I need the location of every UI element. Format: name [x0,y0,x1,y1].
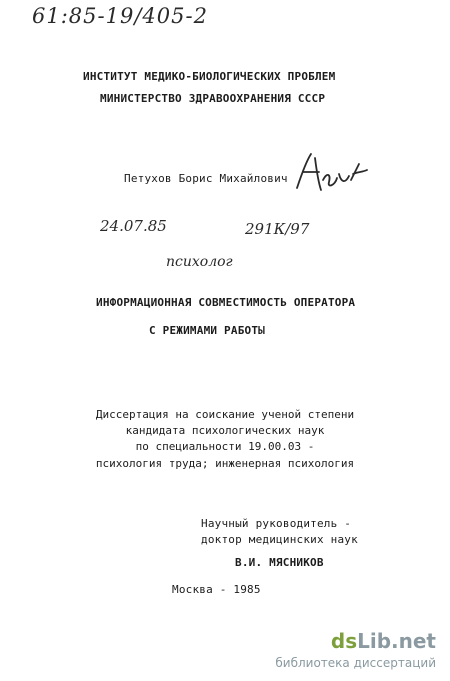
watermark-logo [331,629,436,653]
supervisor-label: Научный руководитель - [201,517,352,530]
institution-line-2: МИНИСТЕРСТВО ЗДРАВООХРАНЕНИЯ СССР [100,92,326,105]
watermark-brand-prefix: ds [330,629,358,653]
supervisor-name: В.И. МЯСНИКОВ [235,556,324,569]
thesis-title-line-2: С РЕЖИМАМИ РАБОТЫ [149,324,265,337]
handwritten-number: 291К/97 [245,220,310,238]
dissertation-line-4: психология труда; инженерная психология [95,457,355,470]
dissertation-line-3: по специальности 19.00.03 - [135,440,315,453]
dissertation-line-1: Диссертация на соискание ученой степени [95,408,355,421]
thesis-title-line-1: ИНФОРМАЦИОННАЯ СОВМЕСТИМОСТЬ ОПЕРАТОРА [96,296,356,309]
place-year: Москва - 1985 [172,583,261,596]
author-name: Петухов Борис Михайлович [124,172,288,185]
handwritten-word: психолог [166,254,233,270]
institution-line-1: ИНСТИТУТ МЕДИКО-БИОЛОГИЧЕСКИХ ПРОБЛЕМ [83,70,336,83]
supervisor-degree: доктор медицинских наук [201,533,358,546]
handwritten-date: 24.07.85 [100,217,167,235]
dissertation-line-2: кандидата психологических наук [125,424,325,437]
archive-mark: 61:85-19/405-2 [32,4,208,28]
watermark-subtitle: библиотека диссертаций [275,656,436,670]
watermark-brand-suffix: Lib.net [357,629,436,653]
signature-image [293,150,373,196]
